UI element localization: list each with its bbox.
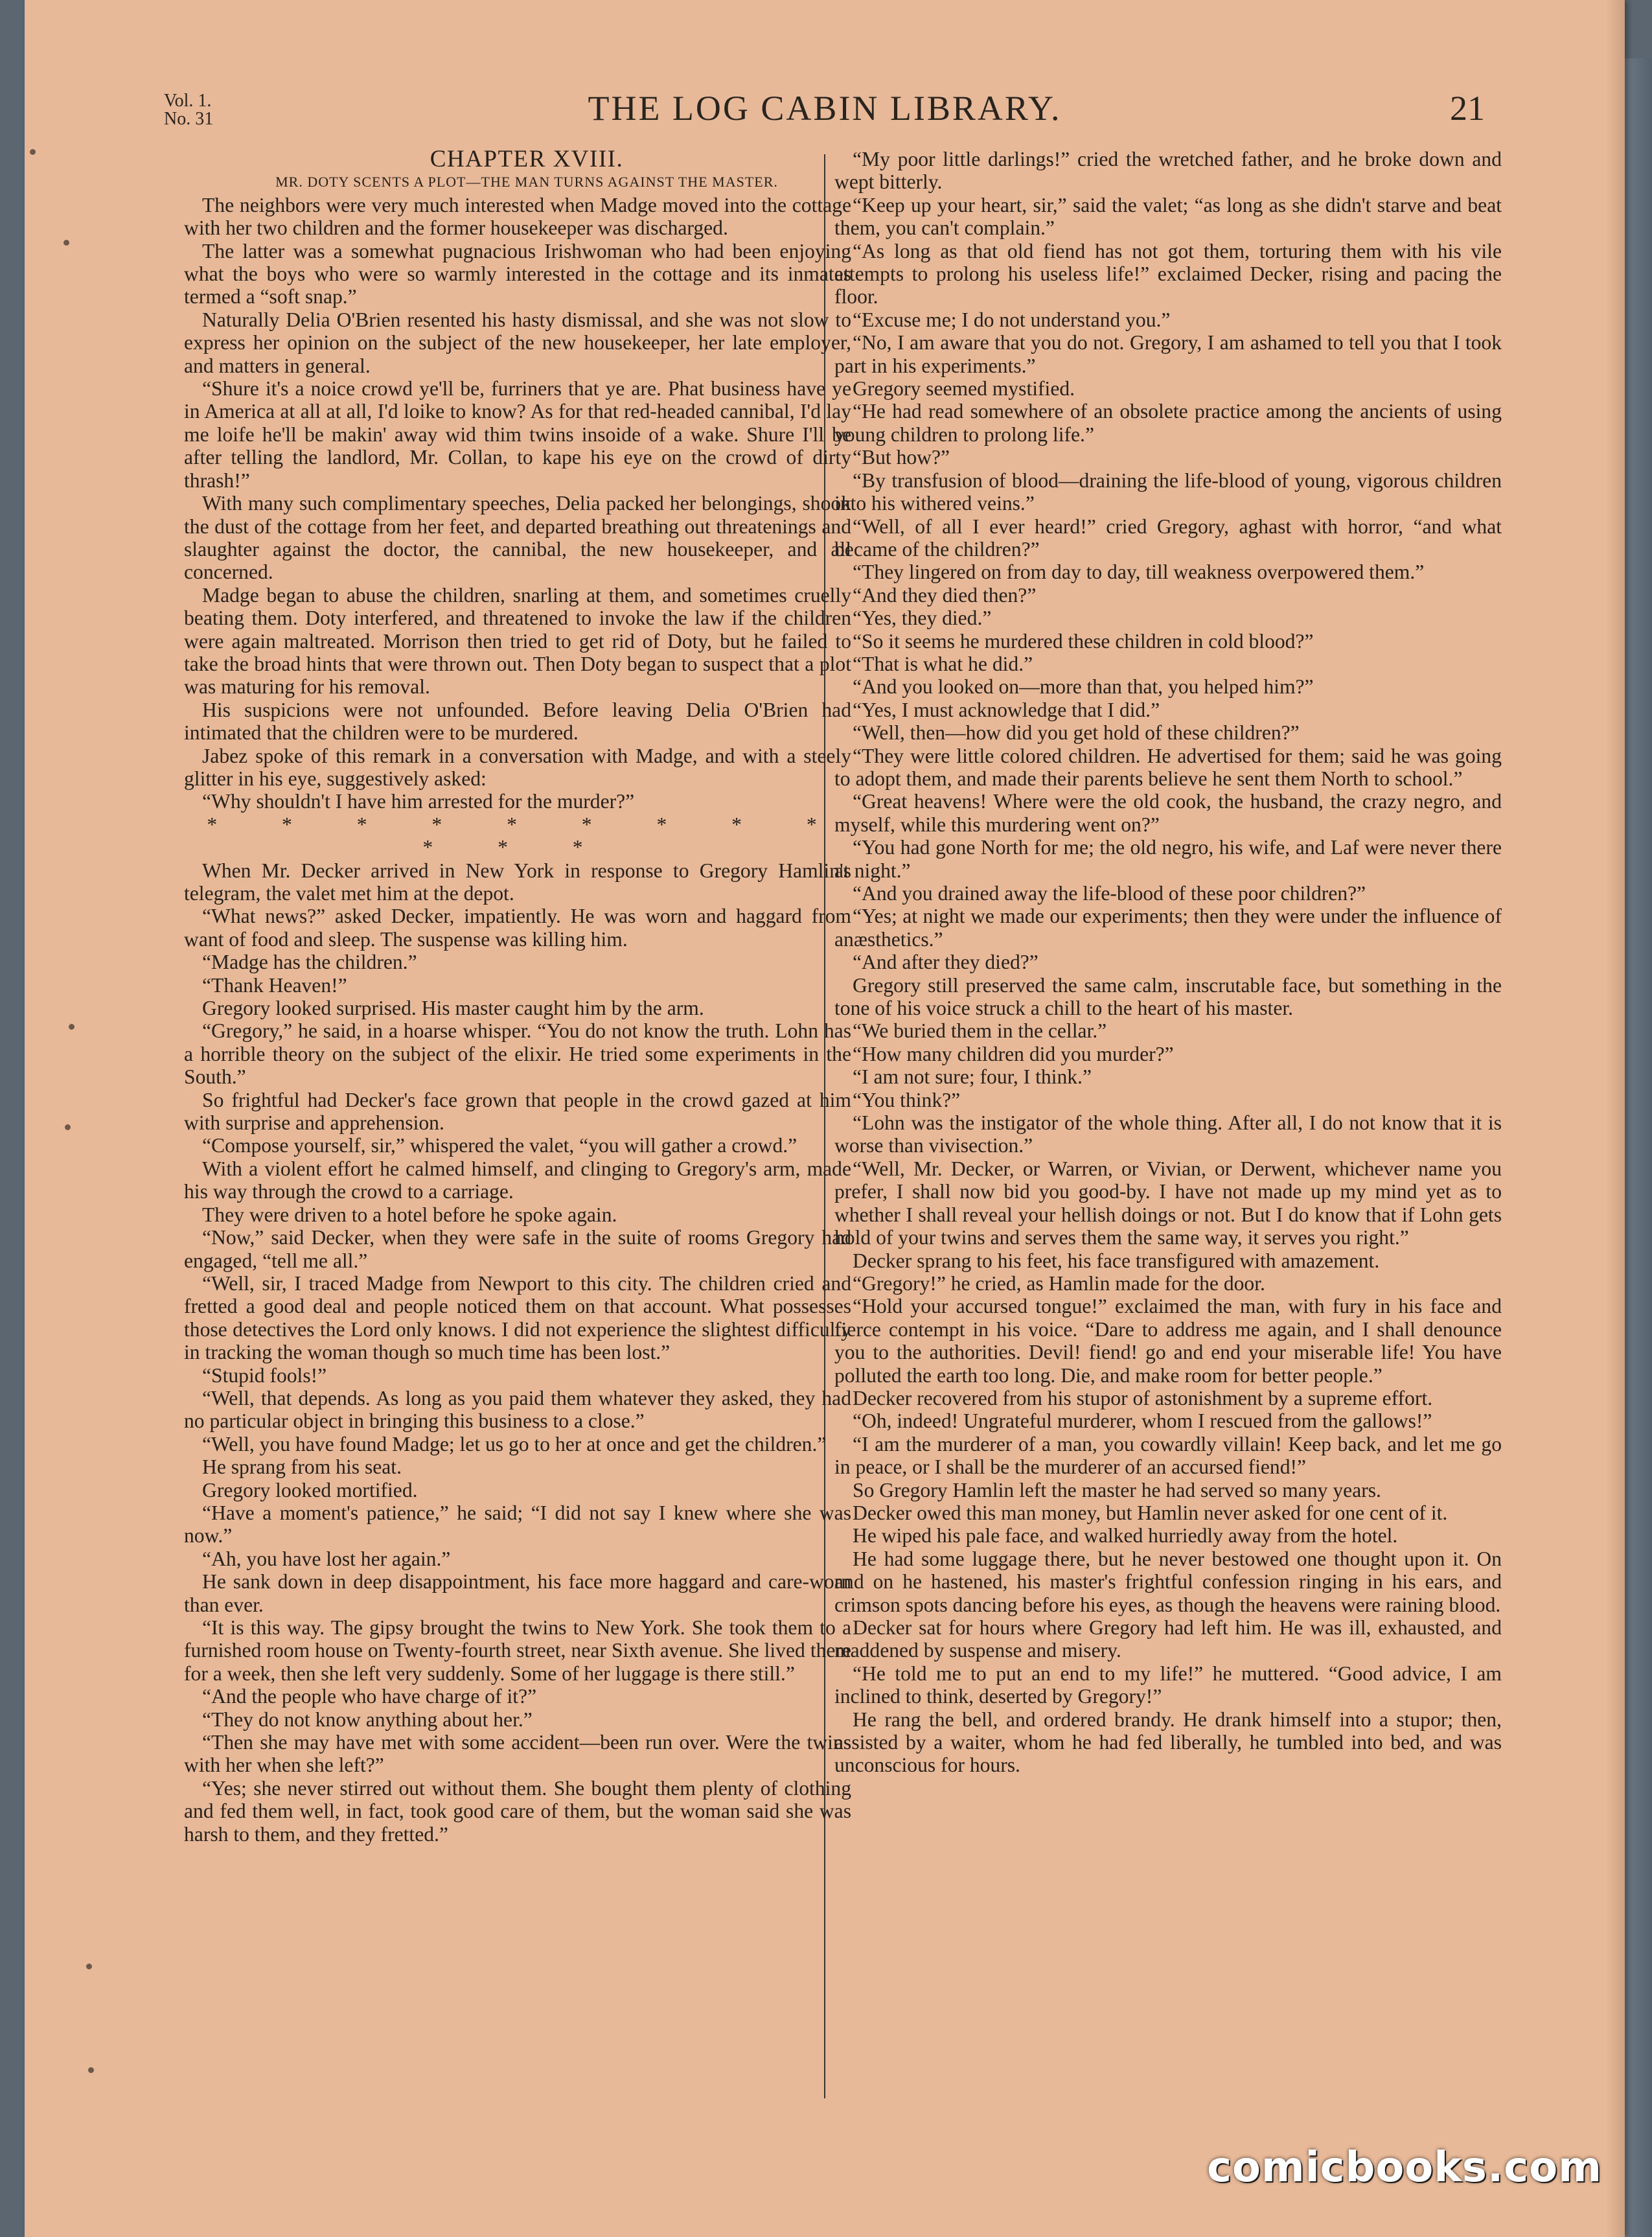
right-paragraph: Decker recovered from his stupor of astonishment by a supreme effort.	[853, 1386, 1433, 1409]
left-paragraph: The neighbors were very much interested when Madge moved into the cottage with her two children and the former housekeeper was discharged.	[184, 193, 851, 240]
right-paragraph: Decker owed this man money, but Hamlin never asked for one cent of it.	[853, 1501, 1448, 1524]
left-paragraph: When Mr. Decker arrived in New York in response to Gregory Hamlin's telegram, the valet met him at the depot.	[184, 859, 851, 905]
right-paragraph: “No, I am aware that you do not. Gregory, I am ashamed to tell you that I took part in his experiments.”	[834, 331, 1502, 377]
right-paragraph: He had some luggage there, but he never bestowed one thought upon it. On and on he hastened, his master's frightful confession ringing in his ears, and crimson spots dancing before his eyes, as though the heavens were raining blood.	[834, 1547, 1502, 1616]
right-paragraph: “And you looked on—more than that, you helped him?”	[853, 675, 1314, 699]
right-paragraph: “Oh, indeed! Ungrateful murderer, whom I rescued from the gallows!”	[853, 1409, 1432, 1433]
right-paragraph: “But how?”	[853, 446, 950, 469]
right-paragraph: “Yes, they died.”	[853, 607, 992, 630]
paper-speck	[63, 240, 69, 246]
left-paragraph: He sank down in deep disappointment, his face more haggard and care-worn than ever.	[184, 1570, 851, 1616]
right-paragraph: “Well, Mr. Decker, or Warren, or Vivian, or Derwent, whichever name you prefer, I shall now bid you good-by. I have not made up my mind yet as to whether I shall reveal your hellish doings or not. But I do know that if Lohn gets hold of your twins and serves them the same way, it serves you right.”	[834, 1157, 1502, 1249]
issue-number: No. 31	[164, 109, 214, 129]
sheet-edge-shadow	[1605, 0, 1625, 2237]
right-paragraph: He rang the bell, and ordered brandy. He drank himself into a stupor; then, assisted by a waiter, whom he had fed liberally, he tumbled into bed, and was unconscious for hours.	[834, 1708, 1502, 1777]
paper-speck	[88, 2067, 94, 2073]
left-paragraphs-after-break	[184, 859, 851, 1846]
left-paragraph: “And the people who have charge of it?”	[202, 1685, 537, 1708]
left-paragraph: “Well, that depends. As long as you paid them whatever they asked, they had no particular object in bringing this business to a close.”	[184, 1386, 851, 1433]
paper-speck	[86, 1964, 92, 1969]
right-paragraph: “We buried them in the cellar.”	[853, 1019, 1107, 1043]
right-paragraph: Gregory still preserved the same calm, inscrutable face, but something in the tone of his voice struck a chill to the heart of his master.	[834, 973, 1502, 1020]
right-paragraph: “You had gone North for me; the old negro, his wife, and Laf were never there at night.”	[834, 836, 1502, 882]
left-paragraph: Jabez spoke of this remark in a conversation with Madge, and with a steely glitter in his eye, suggestively asked:	[184, 744, 851, 790]
right-paragraph: “You think?”	[853, 1088, 961, 1111]
right-paragraph: “Yes, I must acknowledge that I did.”	[853, 698, 1160, 721]
left-paragraph: He sprang from his seat.	[202, 1455, 402, 1479]
right-paragraph: “As long as that old fiend has not got them, torturing them with his vile attempts to prolong his useless life!” exclaimed Decker, rising and pacing the floor.	[834, 239, 1502, 308]
left-paragraph: Madge began to abuse the children, snarling at them, and sometimes cruelly beating them. Doty interfered, and threatened to invoke the law if the children were again maltreated. Morrison then tried to get rid of Doty, but he failed to take the broad hints that were thrown out. Then Doty began to suspect that a plot was maturing for his removal.	[184, 583, 851, 699]
chapter-title: CHAPTER XVIII.	[430, 146, 624, 172]
paper-speck	[30, 149, 36, 155]
volume-number: Vol. 1.	[164, 91, 212, 111]
left-paragraph: The latter was a somewhat pugnacious Irishwoman who had been enjoying what the boys who were so warmly interested in the cottage and its inmates termed a “soft snap.”	[184, 239, 851, 308]
right-paragraph: “That is what he did.”	[853, 652, 1033, 675]
left-paragraph: With many such complimentary speeches, Delia packed her belongings, shook the dust of the cottage from her feet, and departed breathing out threatenings and slaughter against the doctor, the cannibal, the new housekeeper, and all concerned.	[184, 492, 851, 584]
right-paragraph: He wiped his pale face, and walked hurriedly away from the hotel.	[853, 1524, 1398, 1547]
left-paragraph: Gregory looked mortified.	[202, 1478, 418, 1501]
left-paragraphs-before-break	[184, 194, 851, 813]
page-sheet	[25, 0, 1625, 2237]
right-paragraph: “They lingered on from day to day, till weakness overpowered them.”	[853, 561, 1425, 584]
left-paragraph: “Yes; she never stirred out without them. She bought them plenty of clothing and fed them well, in fact, took good care of them, but the woman said she was harsh to them, and they fretted.”	[184, 1776, 851, 1846]
right-paragraph: “He told me to put an end to my life!” he muttered. “Good advice, I am inclined to think, deserted by Gregory!”	[834, 1662, 1502, 1708]
right-paragraph: “And they died then?”	[853, 583, 1037, 607]
left-paragraph: So frightful had Decker's face grown that people in the crowd gazed at him with surprise and apprehension.	[184, 1088, 851, 1135]
left-paragraph: “What news?” asked Decker, impatiently. He was worn and haggard from want of food and sleep. The suspense was killing him.	[184, 905, 851, 951]
right-paragraph: “Great heavens! Where were the old cook, the husband, the crazy negro, and myself, while this murdering went on?”	[834, 790, 1502, 836]
left-column	[184, 148, 851, 1846]
right-paragraph: Gregory seemed mystified.	[853, 377, 1075, 400]
left-paragraph: “Now,” said Decker, when they were safe in the suite of rooms Gregory had engaged, “tell me all.”	[184, 1226, 851, 1272]
left-paragraph: “Stupid fools!”	[202, 1363, 327, 1387]
right-paragraph: “Well, of all I ever heard!” cried Gregory, aghast with horror, “and what became of the children?”	[834, 515, 1502, 561]
left-paragraph: “Have a moment's patience,” he said; “I did not say I knew where she was now.”	[184, 1501, 851, 1547]
left-paragraph: “Madge has the children.”	[202, 951, 417, 974]
right-paragraph: “By transfusion of blood—draining the life-blood of young, vigorous children into his withered veins.”	[834, 469, 1502, 515]
right-paragraph: “Gregory!” he cried, as Hamlin made for the door.	[853, 1271, 1265, 1295]
left-paragraph: “Compose yourself, sir,” whispered the valet, “you will gather a crowd.”	[202, 1134, 797, 1157]
right-paragraph: “Lohn was the instigator of the whole thing. After all, I do not know that it is worse than vivisection.”	[834, 1111, 1502, 1157]
right-paragraph: “Hold your accursed tongue!” exclaimed the man, with fury in his face and fierce contempt in his voice. “Dare to address me again, and I shall denounce you to the authorities. Devil! fiend! go and end your miserable life! You have polluted the earth too long. Die, and make room for better people.”	[834, 1295, 1502, 1387]
left-paragraph: “Well, you have found Madge; let us go to her at once and get the children.”	[202, 1432, 827, 1455]
right-paragraph: “So it seems he murdered these children in cold blood?”	[853, 629, 1314, 653]
section-break: * * * * * * * * * * * *	[207, 813, 847, 859]
right-paragraph: “And you drained away the life-blood of these poor children?”	[853, 882, 1366, 905]
left-paragraph: With a violent effort he calmed himself, and clinging to Gregory's arm, made his way through the crowd to a carriage.	[184, 1157, 851, 1203]
left-paragraph: “Thank Heaven!”	[202, 973, 347, 997]
right-paragraph: “Yes; at night we made our experiments; then they were under the influence of anæsthetics.”	[834, 905, 1502, 951]
watermark-stamp: comicbooks.com	[1207, 2144, 1602, 2192]
right-column	[834, 148, 1502, 1777]
right-paragraph: Decker sat for hours where Gregory had left him. He was ill, exhausted, and maddened by suspense and misery.	[834, 1616, 1502, 1662]
left-paragraph: “Ah, you have lost her again.”	[202, 1547, 451, 1570]
right-paragraphs	[834, 148, 1502, 1777]
chapter-subtitle: MR. DOTY SCENTS A PLOT—THE MAN TURNS AGAINST THE MASTER.	[275, 174, 778, 191]
right-paragraph: “I am not sure; four, I think.”	[853, 1065, 1092, 1089]
right-paragraph: “And after they died?”	[853, 951, 1038, 974]
paper-speck	[69, 1024, 75, 1030]
left-paragraph: His suspicions were not unfounded. Before leaving Delia O'Brien had intimated that the children were to be murdered.	[184, 698, 851, 745]
paper-speck	[65, 1124, 71, 1130]
right-paragraph: “Well, then—how did you get hold of these children?”	[853, 721, 1300, 745]
left-paragraph: They were driven to a hotel before he spoke again.	[202, 1203, 617, 1226]
left-paragraph: Naturally Delia O'Brien resented his hasty dismissal, and she was not slow to express her opinion on the subject of the new housekeeper, her late employer, and matters in general.	[184, 308, 851, 377]
right-paragraph: “He had read somewhere of an obsolete practice among the ancients of using young children to prolong life.”	[834, 400, 1502, 446]
left-paragraph: “Well, sir, I traced Madge from Newport to this city. The children cried and fretted a good deal and people noticed them on that account. What possesses those detectives the Lord only knows. I did not experience the slightest difficulty in tracking the woman though so much time has been lost.”	[184, 1271, 851, 1364]
left-paragraph: “It is this way. The gipsy brought the twins to New York. She took them to a furnished room house on Twenty-fourth street, near Sixth avenue. She lived there for a week, then she left very suddenly. Some of her luggage is there still.”	[184, 1616, 851, 1685]
page-header	[25, 83, 1625, 135]
right-paragraph: “Keep up your heart, sir,” said the valet; “as long as she didn't starve and beat them, you can't complain.”	[834, 193, 1502, 240]
right-paragraph: “Excuse me; I do not understand you.”	[853, 308, 1171, 331]
right-paragraph: “I am the murderer of a man, you cowardly villain! Keep back, and let me go in peace, or I shall be the murderer of an accursed fiend!”	[834, 1432, 1502, 1479]
left-paragraph: “They do not know anything about her.”	[202, 1708, 533, 1731]
left-paragraph: “Gregory,” he said, in a hoarse whisper. “You do not know the truth. Lohn has a horrible theory on the subject of the elixir. He tried some experiments in the South.”	[184, 1019, 851, 1089]
left-paragraph: “Then she may have met with some accident—been run over. Were the twins with her when she left?”	[184, 1731, 851, 1777]
page-number: 21	[1450, 89, 1485, 128]
left-paragraph: “Shure it's a noice crowd ye'll be, furriners that ye are. Phat business have ye in America at all at all, I'd loike to know? As for that red-headed cannibal, I'd lay me loife he'll be makin' away wid thim twins insoide of a wake. Shure I'll be after telling the landlord, Mr. Collan, to kape his eye on the crowd of dirty thrash!”	[184, 377, 851, 492]
right-paragraph: “My poor little darlings!” cried the wretched father, and he broke down and wept bitterly.	[834, 148, 1502, 194]
left-paragraph: “Why shouldn't I have him arrested for the murder?”	[202, 790, 635, 813]
publication-title: THE LOG CABIN LIBRARY.	[588, 89, 1062, 128]
left-paragraph: Gregory looked surprised. His master caught him by the arm.	[202, 997, 704, 1020]
right-paragraph: “How many children did you murder?”	[853, 1042, 1174, 1065]
right-paragraph: Decker sprang to his feet, his face transfigured with amazement.	[853, 1249, 1380, 1272]
right-paragraph: So Gregory Hamlin left the master he had served so many years.	[853, 1478, 1381, 1501]
right-paragraph: “They were little colored children. He advertised for them; said he was going to adopt them, and made their parents believe he sent them North to school.”	[834, 744, 1502, 790]
